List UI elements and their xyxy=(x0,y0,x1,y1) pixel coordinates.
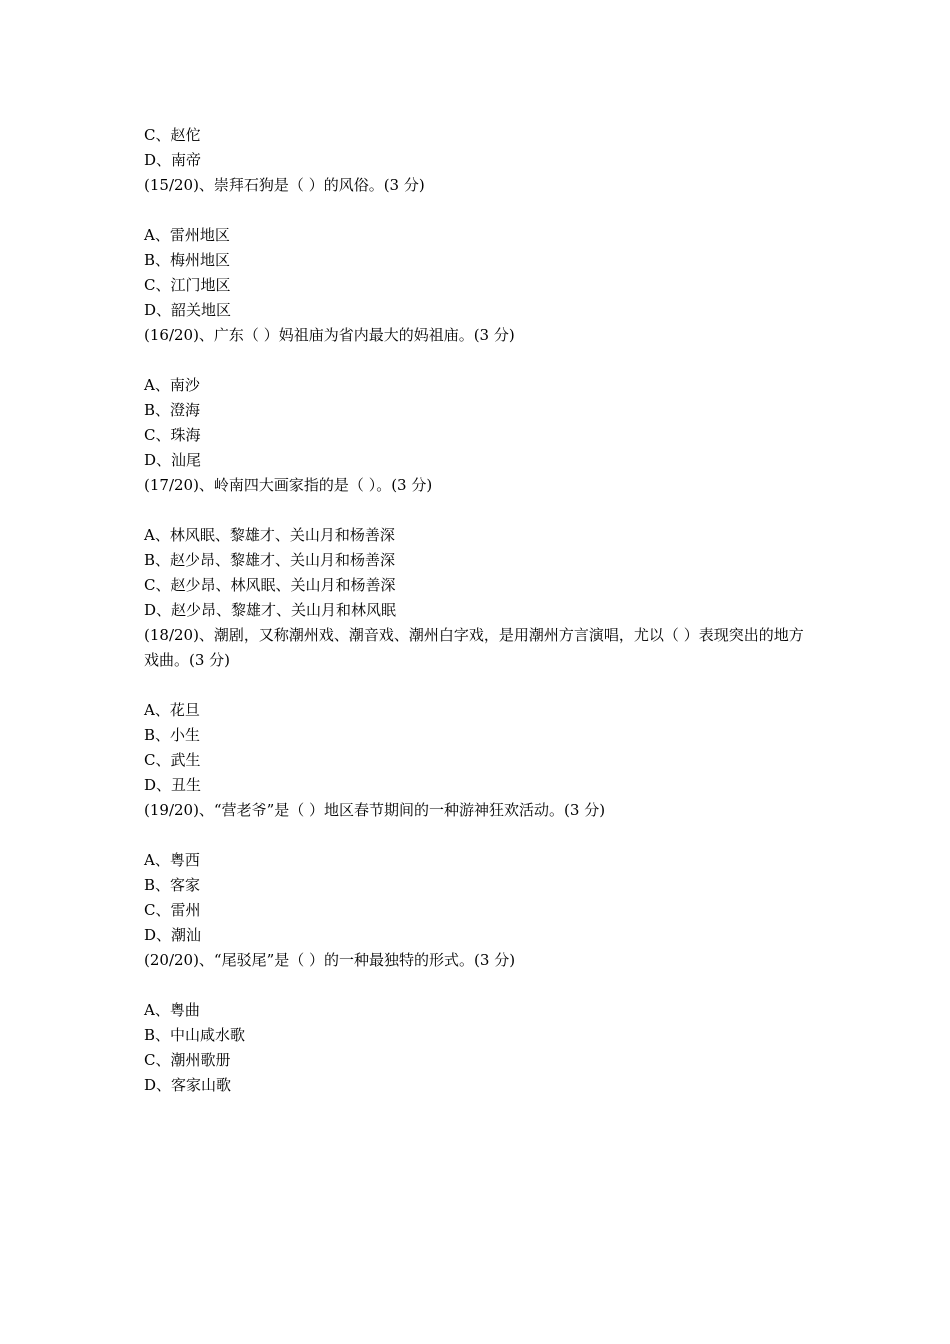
option-a: A、雷州地区 xyxy=(144,226,230,244)
question-block xyxy=(144,948,810,1098)
question-text: (19/20)、“营老爷”是（ ）地区春节期间的一种游神狂欢活动。(3 分) xyxy=(144,801,606,819)
option-a: A、南沙 xyxy=(144,376,200,394)
option-d: D、汕尾 xyxy=(144,451,202,469)
option-d: D、赵少昂、黎雄才、关山月和林风眠 xyxy=(144,601,397,619)
question-block xyxy=(144,323,810,473)
option-c: C、赵少昂、林风眠、关山月和杨善深 xyxy=(144,576,396,594)
option-b: B、小生 xyxy=(144,726,201,744)
option-b: B、中山咸水歌 xyxy=(144,1026,246,1044)
option-a: A、林风眠、黎雄才、关山月和杨善深 xyxy=(144,526,395,544)
option-d: D、客家山歌 xyxy=(144,1076,232,1094)
option-c: C、潮州歌册 xyxy=(144,1051,231,1069)
question-block xyxy=(144,798,810,948)
option-b: B、澄海 xyxy=(144,401,201,419)
question-block xyxy=(144,173,810,323)
question-text: (18/20)、潮剧，又称潮州戏、潮音戏、潮州白字戏，是用潮州方言演唱，尤以（ ）表现突出的地方戏曲。(3 分) xyxy=(144,626,804,669)
option-a: A、花旦 xyxy=(144,701,200,719)
option-b: B、赵少昂、黎雄才、关山月和杨善深 xyxy=(144,551,396,569)
blank-line xyxy=(144,673,810,698)
blank-line xyxy=(144,198,810,223)
blank-line xyxy=(144,498,810,523)
option-a: A、粤西 xyxy=(144,851,200,869)
document-page xyxy=(144,123,810,1098)
option-c: C、赵佗 xyxy=(144,126,201,144)
option-d: D、丑生 xyxy=(144,776,202,794)
option-b: B、客家 xyxy=(144,876,201,894)
option-c: C、江门地区 xyxy=(144,276,231,294)
option-d: D、韶关地区 xyxy=(144,301,232,319)
option-b: B、梅州地区 xyxy=(144,251,231,269)
option-c: C、珠海 xyxy=(144,426,201,444)
question-text: (16/20)、广东（ ）妈祖庙为省内最大的妈祖庙。(3 分) xyxy=(144,326,515,344)
question-text: (20/20)、“尾驳尾”是（ ）的一种最独特的形式。(3 分) xyxy=(144,951,516,969)
blank-line xyxy=(144,973,810,998)
question-text: (15/20)、崇拜石狗是（ ）的风俗。(3 分) xyxy=(144,176,425,194)
question-text: (17/20)、岭南四大画家指的是（ ）。(3 分) xyxy=(144,476,433,494)
option-c: C、雷州 xyxy=(144,901,201,919)
question-block xyxy=(144,473,810,623)
option-d: D、南帝 xyxy=(144,151,202,169)
blank-line xyxy=(144,823,810,848)
option-a: A、粤曲 xyxy=(144,1001,200,1019)
blank-line xyxy=(144,348,810,373)
option-d: D、潮汕 xyxy=(144,926,202,944)
option-c: C、武生 xyxy=(144,751,201,769)
question-block xyxy=(144,623,810,798)
